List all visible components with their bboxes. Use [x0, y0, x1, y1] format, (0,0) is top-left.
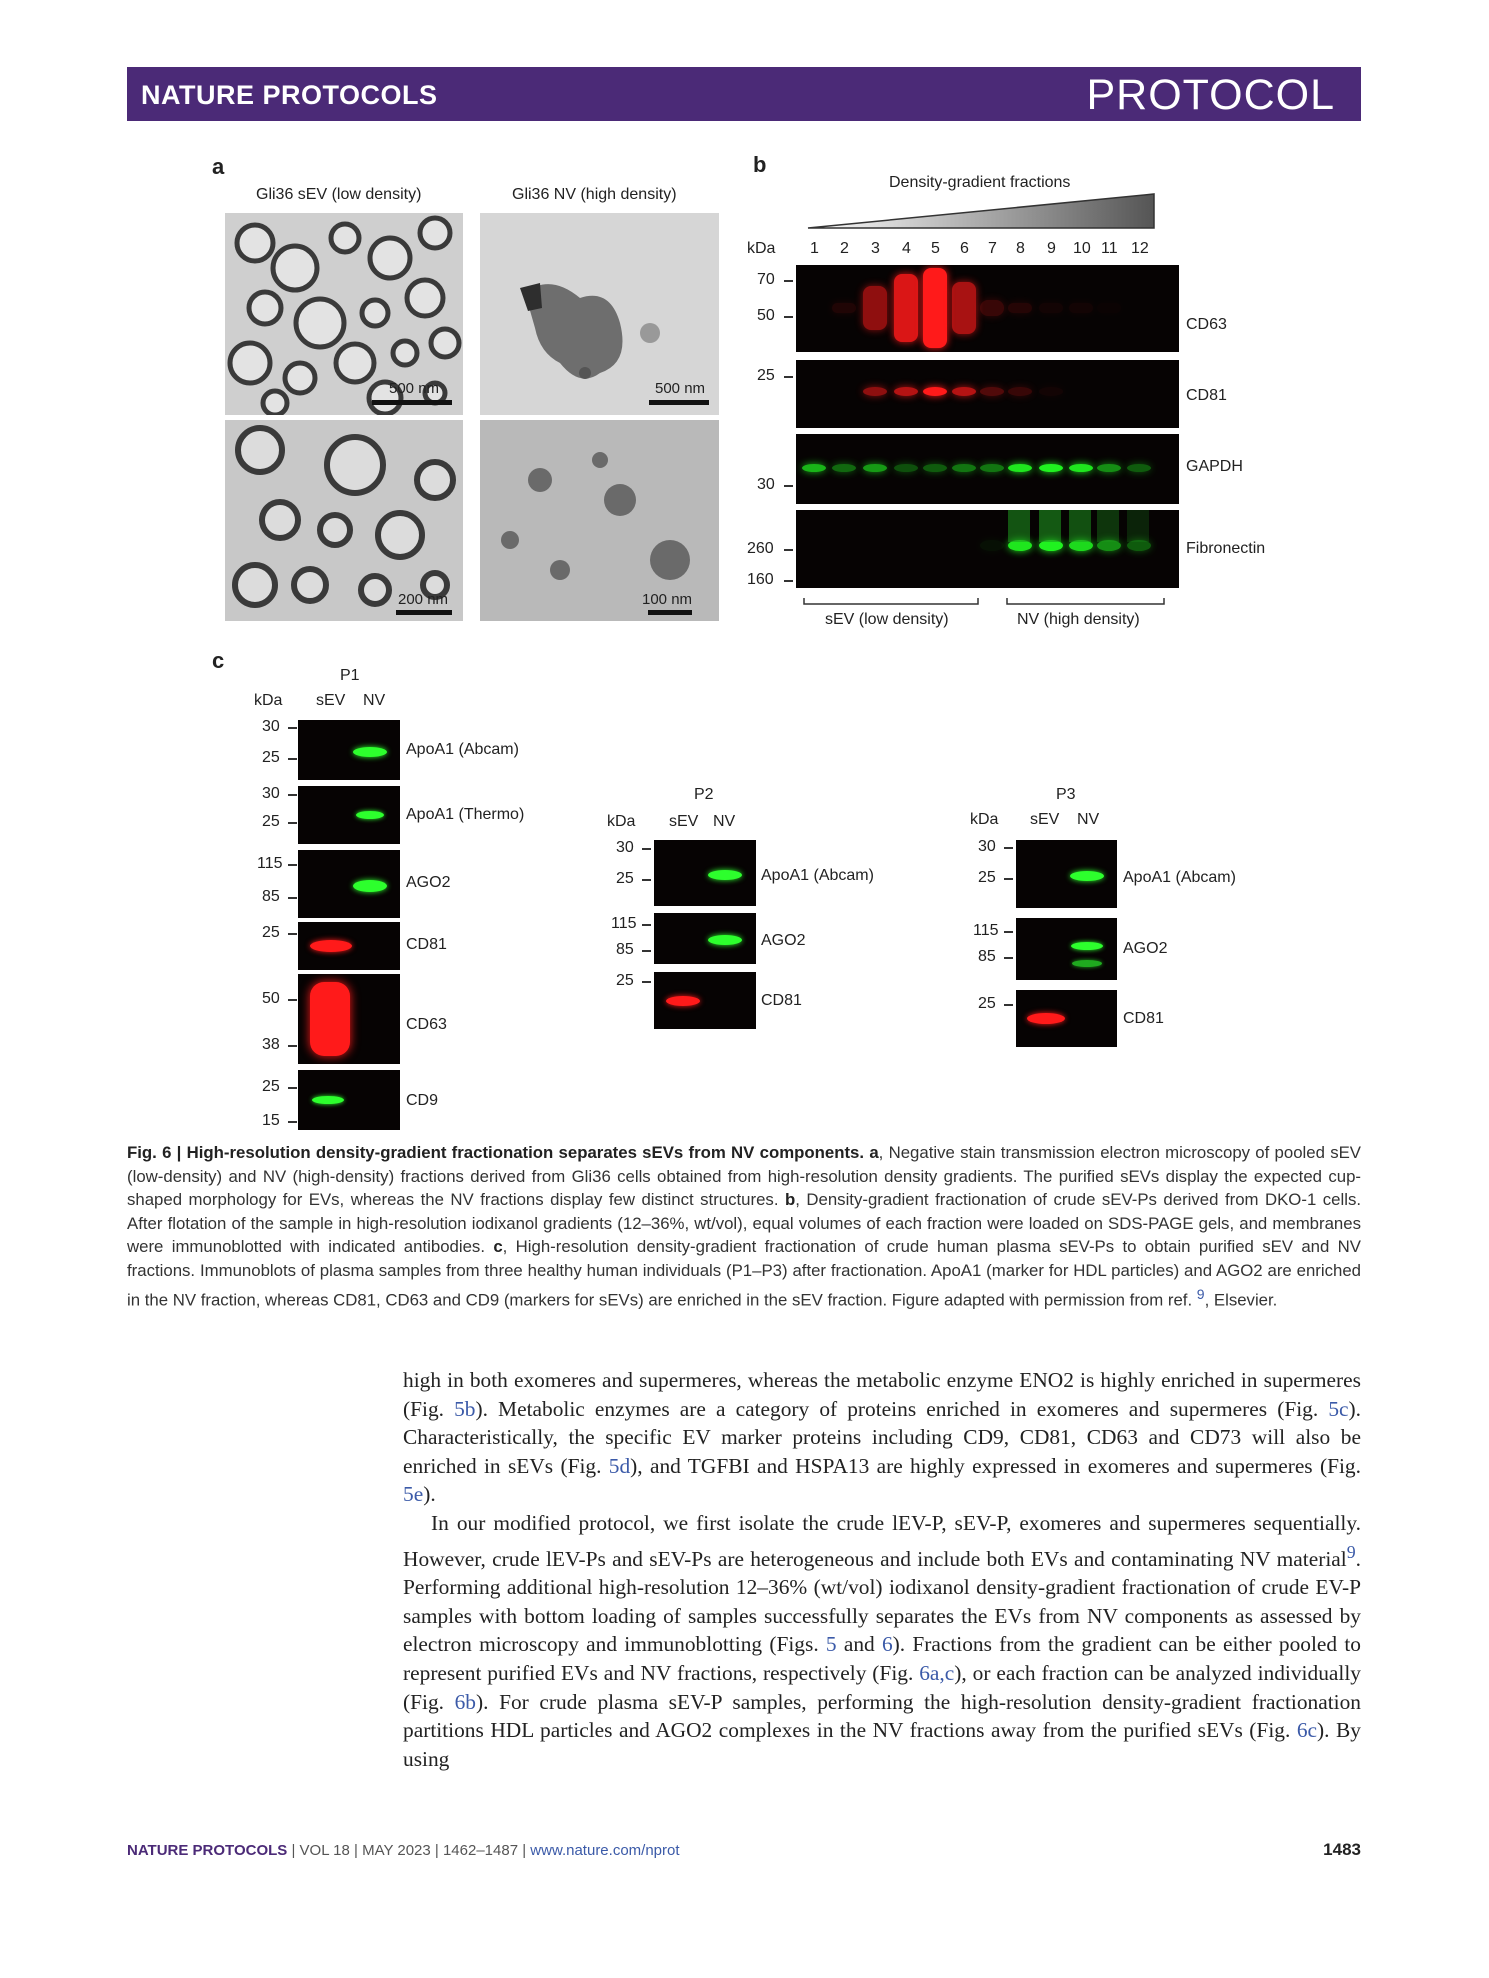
- reference-link[interactable]: 9: [1346, 1541, 1356, 1562]
- text-run: ), and TGFBI and HSPA13 are highly expressed in exomeres and supermeres (Fig.: [630, 1453, 1361, 1478]
- blot-fibronectin: [796, 510, 1179, 588]
- blot-p2-apoa1-abcam: [654, 840, 756, 906]
- fraction-label: 10: [1073, 240, 1091, 257]
- fraction-label: 8: [1016, 240, 1025, 257]
- paragraph: [403, 1366, 1361, 1509]
- p2-title: P2: [694, 786, 714, 803]
- text-run: ). For crude plasma sEV-P samples, performing the high-resolution density-gradient fractionation partitions HDL particles and AGO2 complexes in the NV fractions away from the purified sEVs (Fig.: [403, 1689, 1361, 1743]
- mw-marker: 25: [978, 995, 996, 1012]
- scale-bar: [396, 610, 452, 615]
- band-fibronectin-smear: [1097, 510, 1119, 542]
- blot-p1-cd63: [298, 974, 400, 1064]
- text-run: ). Characteristically, the specific EV marker proteins including CD9, CD81, CD63 and CD73 will also be enriched in sEVs (Fig.: [403, 1396, 1361, 1478]
- group-nv-label: NV (high density): [1017, 611, 1140, 628]
- band-gapdh: [980, 464, 1004, 472]
- figure-caption: [127, 1141, 1361, 1312]
- fraction-label: 3: [871, 240, 880, 257]
- band-green: [1071, 942, 1103, 950]
- col-sev: sEV: [316, 692, 346, 709]
- paragraph: [403, 1509, 1361, 1773]
- gradient-wedge: [806, 192, 1156, 230]
- mw-marker: 25: [616, 870, 634, 887]
- mw-marker: 85: [616, 941, 634, 958]
- band-red: [1027, 1013, 1065, 1024]
- protein-label: CD9: [406, 1092, 439, 1109]
- mw-marker: 30: [262, 718, 280, 735]
- mw-marker: 25: [757, 367, 775, 384]
- protein-label: AGO2: [1123, 940, 1168, 957]
- mw-marker: 50: [757, 307, 775, 324]
- mw-marker: 70: [757, 271, 775, 288]
- mw-tick: [1004, 957, 1013, 959]
- mw-marker: 115: [257, 855, 283, 872]
- band-red: [666, 996, 700, 1006]
- group-brackets: [800, 596, 1170, 610]
- mw-tick: [1004, 878, 1013, 880]
- band-gapdh: [1097, 464, 1121, 472]
- protein-label: Fibronectin: [1186, 540, 1266, 557]
- band-gapdh: [863, 464, 887, 472]
- blot-cd81: [796, 360, 1179, 428]
- band-gapdh: [1127, 464, 1151, 472]
- band-cd63: [832, 303, 856, 313]
- journal-name: NATURE PROTOCOLS: [141, 80, 438, 110]
- band-green-faint: [1072, 960, 1102, 967]
- mw-tick: [288, 794, 297, 796]
- kda-label: kDa: [607, 813, 636, 830]
- mw-tick: [642, 981, 651, 983]
- caption-letter: b: [784, 1190, 796, 1210]
- band-cd63: [923, 268, 947, 348]
- blot-p1-cd81: [298, 922, 400, 970]
- scale-bar: [372, 400, 452, 405]
- mw-marker: 115: [611, 915, 637, 932]
- band-cd63: [894, 274, 918, 342]
- text-run: In our modified protocol, we first isolate the crude lEV-P, sEV-P, exomeres and supermeres sequentially. However, crude lEV-Ps and sEV-Ps are heterogeneous and include both EVs and contaminating NV material: [403, 1510, 1361, 1571]
- text-run: ), or each fraction can be analyzed individually (Fig.: [403, 1661, 1361, 1714]
- caption-text: , Density-gradient fractionation of crude sEV-Ps derived from DKO-1 cells. After flotation of the sample in high-resolution iodixanol gradients (12–36%, wt/vol), equal volumes of each fraction were loaded on SDS-PAGE gels, and membranes were immunoblotted with indicated antibodies.: [127, 1190, 1361, 1257]
- blot-p1-ago2: [298, 850, 400, 918]
- scale-bar: [648, 610, 692, 615]
- caption-letter: c: [493, 1237, 503, 1257]
- blot-p1-apoa1-thermo: [298, 786, 400, 844]
- band-green: [353, 747, 387, 757]
- col-nv: NV: [713, 813, 736, 830]
- mw-marker: 85: [978, 948, 996, 965]
- blot-p3-cd81: [1016, 990, 1117, 1047]
- mw-tick: [784, 580, 793, 582]
- band-gapdh: [1008, 464, 1032, 472]
- figure-link[interactable]: 6b: [454, 1689, 476, 1714]
- mw-tick: [642, 950, 651, 952]
- mw-marker: 25: [262, 813, 280, 830]
- band-cd81: [863, 387, 887, 396]
- band-gapdh: [952, 464, 976, 472]
- mw-marker: 85: [262, 888, 280, 905]
- figure-link[interactable]: 5e: [403, 1482, 424, 1507]
- protein-label: CD81: [1186, 387, 1227, 404]
- protein-label: AGO2: [406, 874, 451, 891]
- protein-label: CD81: [406, 936, 447, 953]
- band-gapdh: [802, 464, 826, 472]
- fraction-label: 7: [988, 240, 997, 257]
- scale-label: 100 nm: [642, 591, 693, 608]
- band-green: [353, 880, 387, 892]
- protein-label: CD81: [1123, 1010, 1164, 1027]
- protein-label: ApoA1 (Abcam): [761, 867, 874, 884]
- protein-label: ApoA1 (Thermo): [406, 806, 525, 823]
- band-cd63: [1008, 303, 1032, 313]
- protein-label: ApoA1 (Abcam): [1123, 869, 1236, 886]
- fraction-label: 6: [960, 240, 969, 257]
- figure-link[interactable]: 6c: [1296, 1718, 1318, 1743]
- band-fibronectin-smear: [1069, 510, 1091, 542]
- caption-text: , Negative stain transmission electron microscopy of pooled sEV (low-density) and NV (high-density) fractions derived from Gli36 cells obtained from high-resolution density gradients. The purified sEVs display the expected cup-shaped morphology for EVs, whereas the NV fractions display few distinct structures.: [127, 1143, 1361, 1210]
- band-fibronectin-smear: [1008, 510, 1030, 542]
- text-run: high in both exomeres and supermeres, whereas the metabolic enzyme ENO2 is highly enriched in supermeres (Fig.: [403, 1368, 1361, 1421]
- mw-marker: 50: [262, 990, 280, 1007]
- mw-tick: [288, 822, 297, 824]
- mw-tick: [288, 999, 297, 1001]
- mw-tick: [1004, 1004, 1013, 1006]
- fraction-label: 12: [1131, 240, 1149, 257]
- mw-marker: 38: [262, 1036, 280, 1053]
- band-cd63: [863, 286, 887, 330]
- mw-tick: [288, 1045, 297, 1047]
- band-cd81: [980, 387, 1004, 396]
- kda-label: kDa: [747, 240, 776, 257]
- col-nv: NV: [1077, 811, 1100, 828]
- band-gapdh: [1069, 464, 1093, 472]
- band-cd81: [923, 387, 947, 396]
- mw-marker: 30: [616, 839, 634, 856]
- mw-tick: [784, 485, 793, 487]
- reference-link[interactable]: 9: [1196, 1285, 1205, 1302]
- panel-a-col2-title: Gli36 NV (high density): [512, 186, 677, 203]
- mw-marker: 25: [616, 972, 634, 989]
- mw-marker: 115: [973, 922, 999, 939]
- page-number: 1483: [1323, 1840, 1361, 1859]
- band-gapdh: [923, 464, 947, 472]
- blot-p1-apoa1-abcam: [298, 720, 400, 780]
- text-run: and: [836, 1632, 882, 1657]
- text-run: . Performing additional high-resolution 12–36% (wt/vol) iodixanol density-gradient fractionation of crude EV-P samples with bottom loading of samples successfully separates the EVs from NV components as assessed by electron microscopy and immunoblotting (Figs.: [403, 1546, 1361, 1657]
- scale-label: 200 nm: [398, 591, 449, 608]
- group-sev-label: sEV (low density): [825, 611, 949, 628]
- band-green: [356, 811, 384, 819]
- p1-title: P1: [340, 667, 360, 684]
- band-cd81: [1008, 387, 1032, 396]
- text-run: ). By using: [403, 1718, 1362, 1771]
- kda-label: kDa: [254, 692, 283, 709]
- blot-cd63: [796, 265, 1179, 352]
- protein-label: CD63: [406, 1016, 447, 1033]
- band-green: [708, 870, 742, 880]
- mw-tick: [642, 879, 651, 881]
- caption-title: Fig. 6 | High-resolution density-gradient fractionation separates sEVs from NV components.: [127, 1143, 865, 1162]
- blot-p2-cd81: [654, 972, 756, 1029]
- caption-text: , Elsevier.: [1204, 1290, 1278, 1310]
- mw-tick: [288, 1121, 297, 1123]
- band-gapdh: [832, 464, 856, 472]
- band-gapdh: [1039, 464, 1063, 472]
- protein-label: AGO2: [761, 932, 806, 949]
- mw-marker: 260: [747, 540, 774, 557]
- col-nv: NV: [363, 692, 386, 709]
- band-fibronectin-smear: [1039, 510, 1061, 542]
- mw-tick: [288, 864, 297, 866]
- panel-a-col1-title: Gli36 sEV (low density): [256, 186, 422, 203]
- footer-url[interactable]: www.nature.com/nprot: [530, 1842, 680, 1859]
- kda-label: kDa: [970, 811, 999, 828]
- mw-tick: [784, 549, 793, 551]
- band-gapdh: [894, 464, 918, 472]
- protein-label: CD81: [761, 992, 802, 1009]
- scale-label: 500 nm: [655, 380, 706, 397]
- footer-meta: | VOL 18 | MAY 2023 | 1462–1487 |: [287, 1842, 531, 1859]
- protein-label: GAPDH: [1186, 458, 1243, 475]
- mw-tick: [288, 933, 297, 935]
- figure-link[interactable]: 6a,c: [919, 1661, 955, 1686]
- band-green: [1070, 871, 1104, 881]
- footer-journal: NATURE PROTOCOLS: [127, 1842, 288, 1859]
- figure-link[interactable]: 5: [825, 1632, 837, 1657]
- protein-label: CD63: [1186, 316, 1227, 333]
- band-cd63: [952, 282, 976, 334]
- band-red-smear: [310, 982, 350, 1056]
- fraction-label: 2: [840, 240, 849, 257]
- footer: [127, 1842, 680, 1859]
- mw-marker: 30: [978, 838, 996, 855]
- fraction-label: 5: [931, 240, 940, 257]
- text-run: ).: [423, 1482, 436, 1507]
- mw-marker: 160: [747, 571, 774, 588]
- band-cd81: [894, 387, 918, 396]
- blot-p1-cd9: [298, 1070, 400, 1130]
- fraction-label: 9: [1047, 240, 1056, 257]
- band-cd81: [1039, 387, 1063, 396]
- band-green: [708, 935, 742, 945]
- caption-text: , High-resolution density-gradient fractionation of crude human plasma sEV-Ps to obtain purified sEV and NV fractions. Immunoblots of plasma samples from three healthy human individuals (P1–P3) after fractionation. ApoA1 (marker for HDL particles) and AGO2 are enriched in the NV fraction, whereas CD81, CD63 and CD9 (markers for sEVs) are enriched in the sEV fraction. Figure adapted with permission from ref.: [127, 1237, 1361, 1310]
- figure-link[interactable]: 5d: [608, 1453, 631, 1478]
- fraction-label: 1: [810, 240, 819, 257]
- article-type: PROTOCOL: [1086, 71, 1335, 119]
- figure-link[interactable]: 5b: [454, 1396, 476, 1421]
- scale-bar: [649, 400, 709, 405]
- band-red: [310, 940, 352, 952]
- mw-tick: [288, 758, 297, 760]
- col-sev: sEV: [669, 813, 699, 830]
- band-cd63: [1097, 303, 1121, 313]
- blot-gapdh: [796, 434, 1179, 504]
- mw-tick: [1004, 931, 1013, 933]
- mw-marker: 25: [262, 1078, 280, 1095]
- mw-tick: [784, 316, 793, 318]
- band-cd63: [1069, 303, 1093, 313]
- mw-marker: 30: [757, 476, 775, 493]
- caption-letter: a: [869, 1143, 879, 1162]
- figure-link[interactable]: 5c: [1328, 1396, 1349, 1421]
- p3-title: P3: [1056, 786, 1076, 803]
- blot-p3-apoa1-abcam: [1016, 840, 1117, 908]
- protein-label: ApoA1 (Abcam): [406, 741, 519, 758]
- blot-p2-ago2: [654, 913, 756, 964]
- panel-b-letter: b: [753, 152, 767, 177]
- text-run: ). Metabolic enzymes are a category of proteins enriched in exomeres and supermeres (Fig.: [475, 1396, 1329, 1421]
- mw-marker: 25: [262, 924, 280, 941]
- mw-tick: [288, 897, 297, 899]
- band-cd63: [1039, 303, 1063, 313]
- gradient-title: Density-gradient fractions: [889, 174, 1071, 191]
- band-fibronectin: [980, 540, 1004, 551]
- panel-c-letter: c: [212, 648, 225, 673]
- body-text: [403, 1366, 1361, 1773]
- mw-tick: [288, 727, 297, 729]
- blot-p3-ago2: [1016, 918, 1117, 980]
- mw-marker: 25: [978, 869, 996, 886]
- mw-tick: [642, 924, 651, 926]
- col-sev: sEV: [1030, 811, 1060, 828]
- mw-tick: [784, 376, 793, 378]
- scale-label: 500 nm: [389, 380, 440, 397]
- mw-tick: [784, 280, 793, 282]
- fraction-label: 4: [902, 240, 911, 257]
- mw-tick: [642, 848, 651, 850]
- fraction-label: 11: [1101, 240, 1118, 257]
- band-cd81: [952, 387, 976, 396]
- panel-a-letter: a: [212, 154, 225, 179]
- figure-link[interactable]: 6: [881, 1632, 893, 1657]
- mw-marker: 15: [262, 1112, 280, 1129]
- mw-marker: 25: [262, 749, 280, 766]
- band-fibronectin-smear: [1127, 510, 1149, 542]
- mw-tick: [288, 1087, 297, 1089]
- mw-marker: 30: [262, 785, 280, 802]
- band-cd63: [980, 300, 1004, 316]
- text-run: ). Fractions from the gradient can be either pooled to represent purified EVs and NV fractions, respectively (Fig.: [403, 1632, 1361, 1686]
- mw-tick: [1004, 847, 1013, 849]
- band-green: [312, 1096, 344, 1104]
